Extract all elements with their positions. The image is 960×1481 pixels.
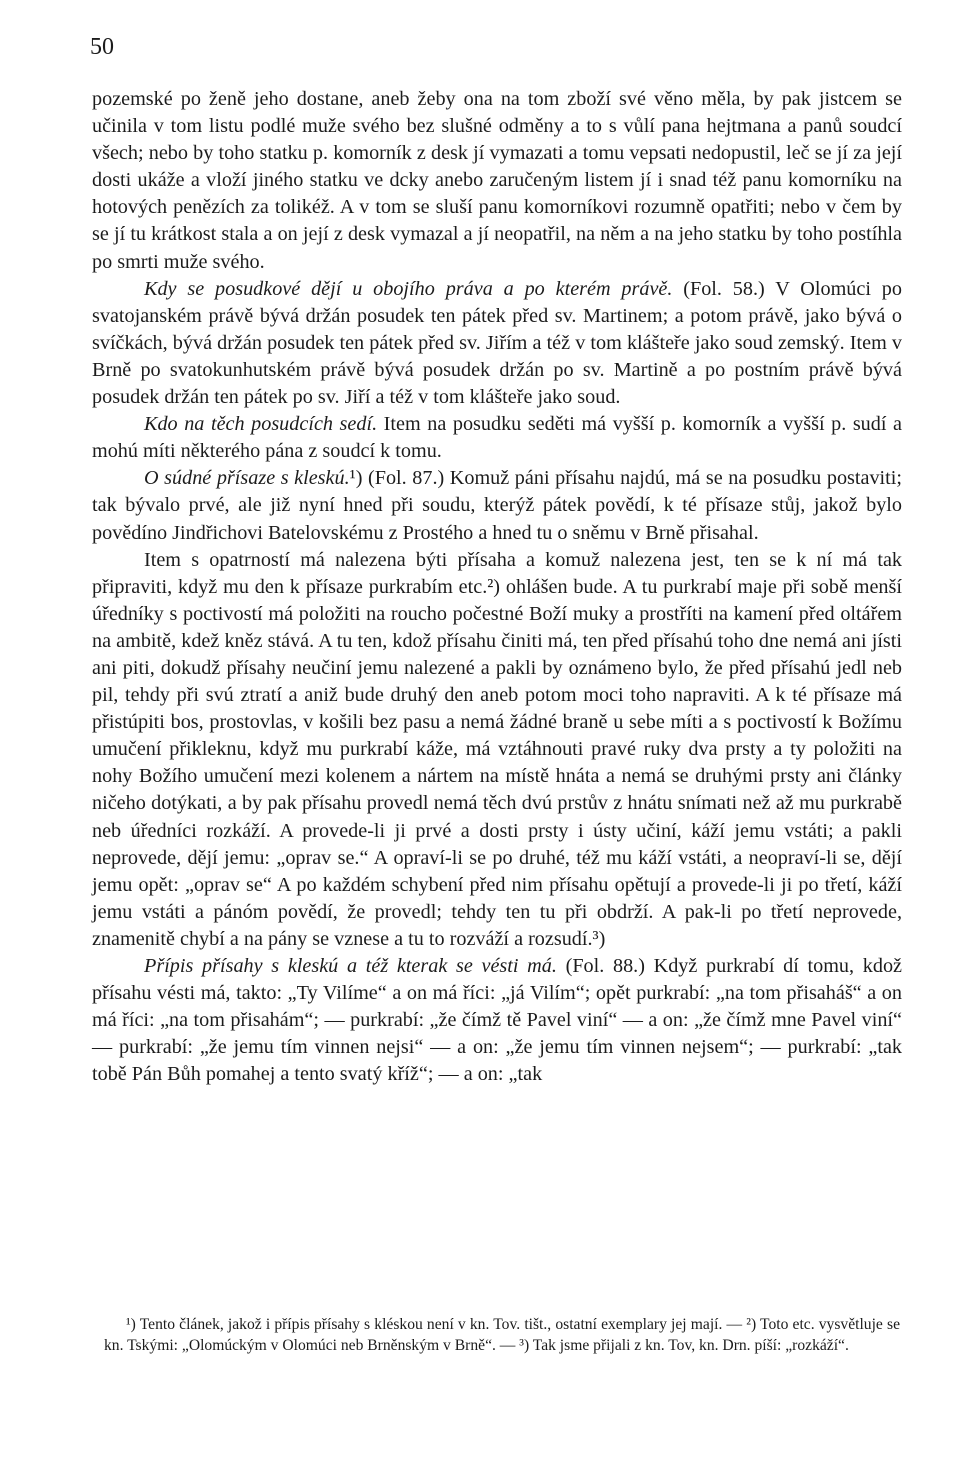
paragraph: [92, 953, 902, 1088]
section-heading: Přípis přísahy s kleskú a též kterak se vésti má.: [144, 955, 557, 977]
paragraph-text: pozemské po ženě jeho dostane, aneb žeby ona na tom zboží své věno měla, by pak jistcem se učinila v tom listu podlé muže svého bez slušné odměny a to s vůlí pana hejtmana a panů soudcí všech; nebo by toho statku p. komorník z desk jí vymazati a tomu vepsati nedopustil, leč se jí za její dosti ukáže a vloží jiného statku ve dcky anebo zaručeným listem jí i snad též panu komorníku na hotových penězích za tolikéž. A v tom se sluší panu komorníkovi rozumně opatřiti; nebo v čem by se jí tu krátkost stala a on její z desk vymazal a jí neopatřil, na něm a na jeho statku by toho postíhla po smrti muže svého.: [92, 88, 902, 273]
paragraph-text: (Fol. 58.) V Olomúci po svatojanském právě bývá držán posudek ten pátek před sv. Martinem; a potom právě, jako bývá o svíčkách, bývá držán posudek ten pátek před sv. Jiřím a též v tom klášteře jako soud zemský. Item v Brně po svatokunhutském právě bývá posudek držán po sv. Martině a po postním právě bývá posudek držán ten pátek po sv. Jiří a též v tom klášteře jako soud.: [92, 277, 902, 409]
paragraph-text: (Fol. 88.) Když purkrabí dí tomu, kdož přísahu vésti má, takto: „Ty Vilíme“ a on má říci: „já Vilím“; opět purkrabí: „na tom přisaháš“ a on má říci: „na tom přisahám“; — purkrabí: „že čímž tě Pavel viní“ — a on: „že čímž mne Pavel viní“ — purkrabí: „že jemu tím vinnen nejsi“ — a on: „že jemu tím vinnen nejsem“; — purkrabí: „tak tobě Pán Bůh pomahej a tento svatý kříž“; — a on: „tak: [92, 955, 902, 1086]
footnote-text: ¹) Tento článek, jakož i přípis přísahy s kléskou není v kn. Tov. tišt., ostatní exemplary jej mají. — ²) Toto etc. vysvětluje se kn. Tskými: „Olomúckým v Olomúci neb Brněnským v Brně“. — ³) Tak jsme přijali z kn. Tov, kn. Drn. píší: „rozkáží“.: [104, 1316, 900, 1354]
paragraph-text: Item s opatrností má nalezena býti přísaha a komuž nalezena jest, ten se k ní má tak připraviti, když mu den k přísaze purkrabím etc.²) ohlášen bude. A tu purkrabí maje při sobě menší úředníky s poctivostí má položiti na roucho počestné Boží muky a prostříti na kamení před oltářem na ambitě, kdež kněz stává. A tu ten, kdož přísahu činiti má, ten před přísahú toho dne nemá ani jísti ani piti, dokudž přísahy neučiní jemu nalezené a pakli by oznámeno bylo, že před přísahú jedl neb pil, tehdy při svú ztratí a aniž bude druhý den aneb potom moci toho napraviti. A k té přísaze má přistúpiti bos, prostovlas, v košili bez pasu a nemá žádné braně u sebe míti a s poctivostí k Božímu umučení přikleknu, když mu purkrabí káže, má vztáhnouti pravé ruky dva prsty a ty položiti na nohy Božího umučení mezi kolenem a nártem na místě hnáta a nemá se druhými prsty ani články ničeho dotýkati, a by pak přísahu provedl nemá těch dvú prstův z hnátu snímati než až mu purkrabě neb úředníci rozkáží. A provede-li ji prvé a dosti prsty i ústy učiní, káží jemu vstáti; a pakli neprovede, dějí jemu: „oprav se.“ A opraví-li se po druhé, též mu káží vstáti, a neopraví-li se, dějí jemu opět: „oprav se“ A po každém schybení před nim přísahu opětují a provede-li ji po třetí, káží jemu vstáti a pánóm povědí, že provedl; tehdy ten tu při obdrží. A pak-li po třetí neprovede, znamenitě chybí a na pány se vznese a tu to rozváží a rozsudí.³): [92, 548, 902, 950]
paragraph: [92, 276, 902, 411]
body-text: [92, 86, 902, 1088]
section-heading: O súdné přísaze s kleskú.: [144, 467, 350, 490]
paragraph: [92, 547, 902, 953]
section-heading: Kdo na těch posudcích sedí.: [144, 413, 378, 436]
page-number: 50: [90, 34, 114, 60]
paragraph-text: Item na posudku seděti má vyšší p. komorník a vyšší p. sudí a mohú míti některého pána z soudcí k tomu.: [92, 413, 902, 463]
paragraph: [92, 411, 902, 465]
footnotes: [104, 1314, 900, 1356]
paragraph: [92, 86, 902, 276]
section-heading: Kdy se posudkové dějí u obojího práva a po kterém právě.: [144, 277, 673, 300]
paragraph-text: ¹) (Fol. 87.) Komuž páni přísahu najdú, má se na posudku postaviti; tak bývalo prvé, ale již nyní hned při soudu, kterýž pátek povědí, k té přísaze stůj, jakož bylo povědíno Jindřichovi Batelovskému z Prostého a hned tu o sněmu v Brně přisahal.: [92, 467, 902, 544]
paragraph: [92, 465, 902, 546]
